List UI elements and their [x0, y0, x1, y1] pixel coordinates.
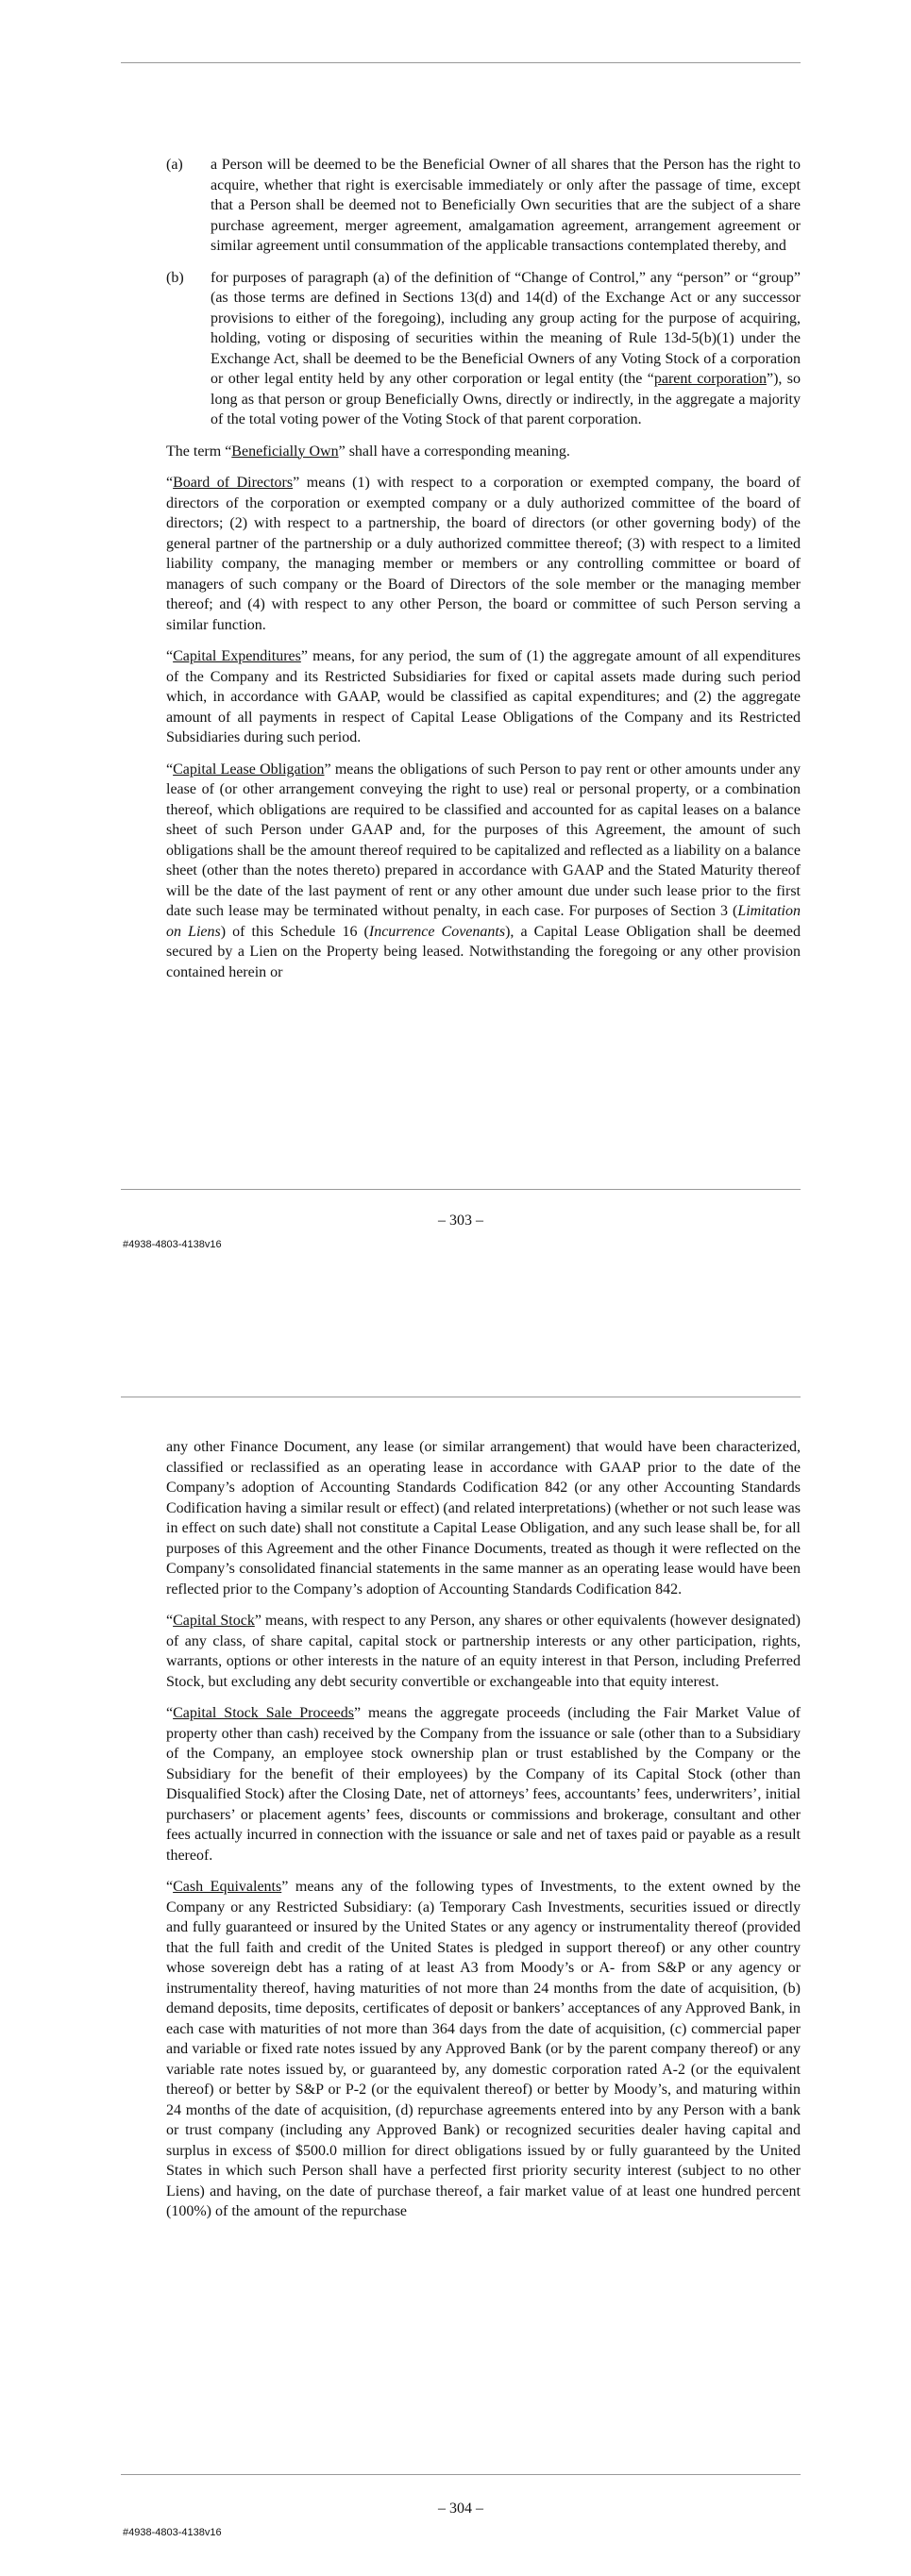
quote-mark: “: [166, 1705, 174, 1721]
section-title: Limitation on Liens: [166, 903, 801, 940]
page-number: – 303 –: [438, 1213, 483, 1229]
clause-label: (a): [166, 157, 183, 173]
definition-text: ” means the obligations of such Person to pay rent or other amounts under any lease of (or other arrangement conveying the right to use) real or personal property, or a combination thereof, which obligations are required to be classified and accounted for as capital leases on a balance sheet of such Person under GAAP and, for the purposes of this Agreement, the amount of such obligations shall be the amount thereof required to be capitalized and reflected as a liability on a balance sheet (other than the notes thereto) prepared in accordance with GAAP and the Stated Maturity thereof will be the date of the last payment of rent or any other amount due under such lease prior to the first date such lease may be terminated without penalty, in each case. For purposes of Section 3 (: [166, 761, 801, 919]
definition-text: ” shall have a corresponding meaning.: [338, 443, 570, 460]
definition-text: ” means any of the following types of Investments, to the extent owned by the Company or any Restricted Subsidiary: (a) Temporary Cash Investments, securities issued or directly and fully guaranteed or insured by the United States or any agency or instrumentality thereof (provided that the full faith and credit of the United States is pledged in support thereof) or any other country whose sovereign debt has a rating of at least A3 from Moody’s or A- from S&P or any agency or instrumentality thereof, having maturities of not more than 24 months from the date of acquisition, (b) demand deposits, time deposits, certificates of deposit or bankers’ acceptances of any Approved Bank, in each case with maturities of not more than 364 days from the date of acquisition, (c) commercial paper and variable or fixed rate notes issued by any Approved Bank (or by the parent company thereof) or any variable rate notes issued by, or guaranteed by, any domestic corporation rated A-2 (or the equivalent thereof) or better by S&P or P-2 (or the equivalent thereof) or better by Moody’s, and maturing within 24 months of the date of acquisition, (d) repurchase agreements entered into by any Person with a bank or trust company (including any Approved Bank) or recognized securities dealer having capital and surplus in excess of $500.0 million for direct obligations issued by or fully guaranteed by the United States in which such Person shall have a perfected first priority security interest (subject to no other Liens) and having, on the date of purchase thereof, a fair market value of at least one hundred percent (100%) of the amount of the repurchase: [166, 1879, 801, 2219]
definition-text: ) of this Schedule 16 (: [220, 923, 369, 940]
definition-capital-lease-obligation: [166, 760, 801, 983]
quote-mark: “: [166, 1879, 174, 1895]
definition-beneficially-own: [166, 442, 801, 462]
definition-text: ” means the aggregate proceeds (including the Fair Market Value of property other than cash) received by the Company from the issuance or sale (other than to a Subsidiary of the Company, an employee stock ownership plan or trust established by the Company or the Subsidiary for the benefit of their employees) by the Company of its Capital Stock (other than Disqualified Stock) after the Closing Date, net of attorneys’ fees, accountants’ fees, underwriters’, initial purchasers’ or placement agents’ fees, discounts or commissions and brokerage, consultant and other fees actually incurred in connection with the issuance or sale and net of taxes paid or payable as a result thereof.: [166, 1705, 801, 1864]
document-id: #4938-4803-4138v16: [123, 2527, 222, 2538]
clause-b: [166, 268, 801, 430]
footer-rule: [121, 2474, 801, 2475]
footer-rule: [121, 1189, 801, 1190]
header-rule: [121, 62, 801, 63]
quote-mark: “: [166, 648, 174, 664]
continuation-paragraph: any other Finance Document, any lease (or similar arrangement) that would have been characterized, classified or reclassified as an operating lease in accordance with GAAP prior to the date of the Company’s adoption of Accounting Standards Codification 842 (or any other Accounting Standards Codification having a similar result or effect) (and related interpretations) (whether or not such lease was in effect on such date) shall not constitute a Capital Lease Obligation, and any such lease shall be, for all purposes of this Agreement and the other Finance Documents, treated as though it were reflected on the Company’s consolidated financial statements in the same manner as an operating lease would have been reflected prior to the Company’s adoption of Accounting Standards Codification 842.: [166, 1439, 801, 1597]
defined-term: Capital Stock: [173, 1613, 255, 1629]
document-id: #4938-4803-4138v16: [123, 1239, 222, 1250]
page-303: [0, 0, 911, 1283]
definition-text: ” means, for any period, the sum of (1) the aggregate amount of all expenditures of the Company and its Restricted Subsidiaries for fixed or capital assets made during such period which, in accordance with GAAP, would be classified as capital expenditures; and (2) the aggregate amount of all payments in respect of Capital Lease Obligations of the Company and its Restricted Subsidiaries during such period.: [166, 648, 801, 745]
defined-term: Capital Expenditures: [173, 648, 301, 664]
defined-term: Cash Equivalents: [173, 1879, 282, 1895]
defined-term: Capital Lease Obligation: [173, 761, 325, 778]
definition-board-of-directors: [166, 473, 801, 635]
quote-mark: “: [166, 761, 174, 778]
quote-mark: “: [166, 1613, 174, 1629]
page-number: – 304 –: [438, 2501, 483, 2517]
page-304: [0, 1283, 911, 2576]
definition-cash-equivalents: [166, 1877, 801, 2222]
definition-capital-stock-sale-proceeds: [166, 1703, 801, 1865]
defined-term: parent corporation: [653, 371, 767, 387]
clause-text: a Person will be deemed to be the Beneficial Owner of all shares that the Person has the right to acquire, whether that right is exercisable immediately or only after the passage of time, except that a Person shall be deemed not to Beneficially Own securities that are the subject of a share purchase agreement, merger agreement, amalgamation agreement, arrangement agreement or similar agreement until consummation of the applicable transactions contemplated thereby, and: [211, 157, 801, 254]
definition-capital-stock: [166, 1611, 801, 1692]
defined-term: Board of Directors: [173, 475, 294, 491]
clause-text: ”), so long as that person or group Beneficially Owns, directly or indirectly, in the aggregate a majority of the total voting power of the Voting Stock of that parent corporation.: [211, 371, 801, 427]
page-body: [166, 155, 801, 994]
quote-mark: The term “: [166, 443, 232, 460]
definition-capital-expenditures: [166, 646, 801, 748]
page-body: [166, 1437, 801, 2233]
definition-text: ” means, with respect to any Person, any shares or other equivalents (however designated) of any class, of share capital, capital stock or partnership interests or any other participation, rights, warrants, options or other interests in the nature of an equity interest in that Person, including Preferred Stock, but excluding any debt security convertible or exchangeable into that equity interest.: [166, 1613, 801, 1690]
definition-text: ), a Capital Lease Obligation shall be deemed secured by a Lien on the Property being leased. Notwithstanding the foregoing or any other provision contained herein or: [166, 923, 801, 980]
schedule-title: Incurrence Covenants: [368, 923, 506, 940]
defined-term: Beneficially Own: [231, 443, 339, 460]
definition-text: ” means (1) with respect to a corporation or exempted company, the board of directors of the corporation or exempted company or a duly authorized committee of the board of directors; (2) with respect to a partnership, the board of directors (or other governing body) of the general partner of the partnership or a duly authorized committee thereof; (3) with respect to a limited liability company, the managing member or members or any controlling committee or board of managers of such company or the Board of Directors of the sole member or the managing member thereof; and (4) with respect to any other Person, the board or committee of such Person serving a similar function.: [166, 475, 801, 633]
clause-a: [166, 155, 801, 257]
quote-mark: “: [166, 475, 174, 491]
clause-text: for purposes of paragraph (a) of the definition of “Change of Control,” any “person” or “group” (as those terms are defined in Sections 13(d) and 14(d) of the Exchange Act or any successor provisions to either of the foregoing), including any group acting for the purpose of acquiring, holding, voting or disposing of securities within the meaning of Rule 13d-5(b)(1) under the Exchange Act, shall be deemed to be the Beneficial Owners of any Voting Stock of a corporation or other legal entity held by any other corporation or legal entity (the “: [211, 269, 801, 387]
clause-label: (b): [166, 269, 184, 286]
defined-term: Capital Stock Sale Proceeds: [173, 1705, 354, 1721]
